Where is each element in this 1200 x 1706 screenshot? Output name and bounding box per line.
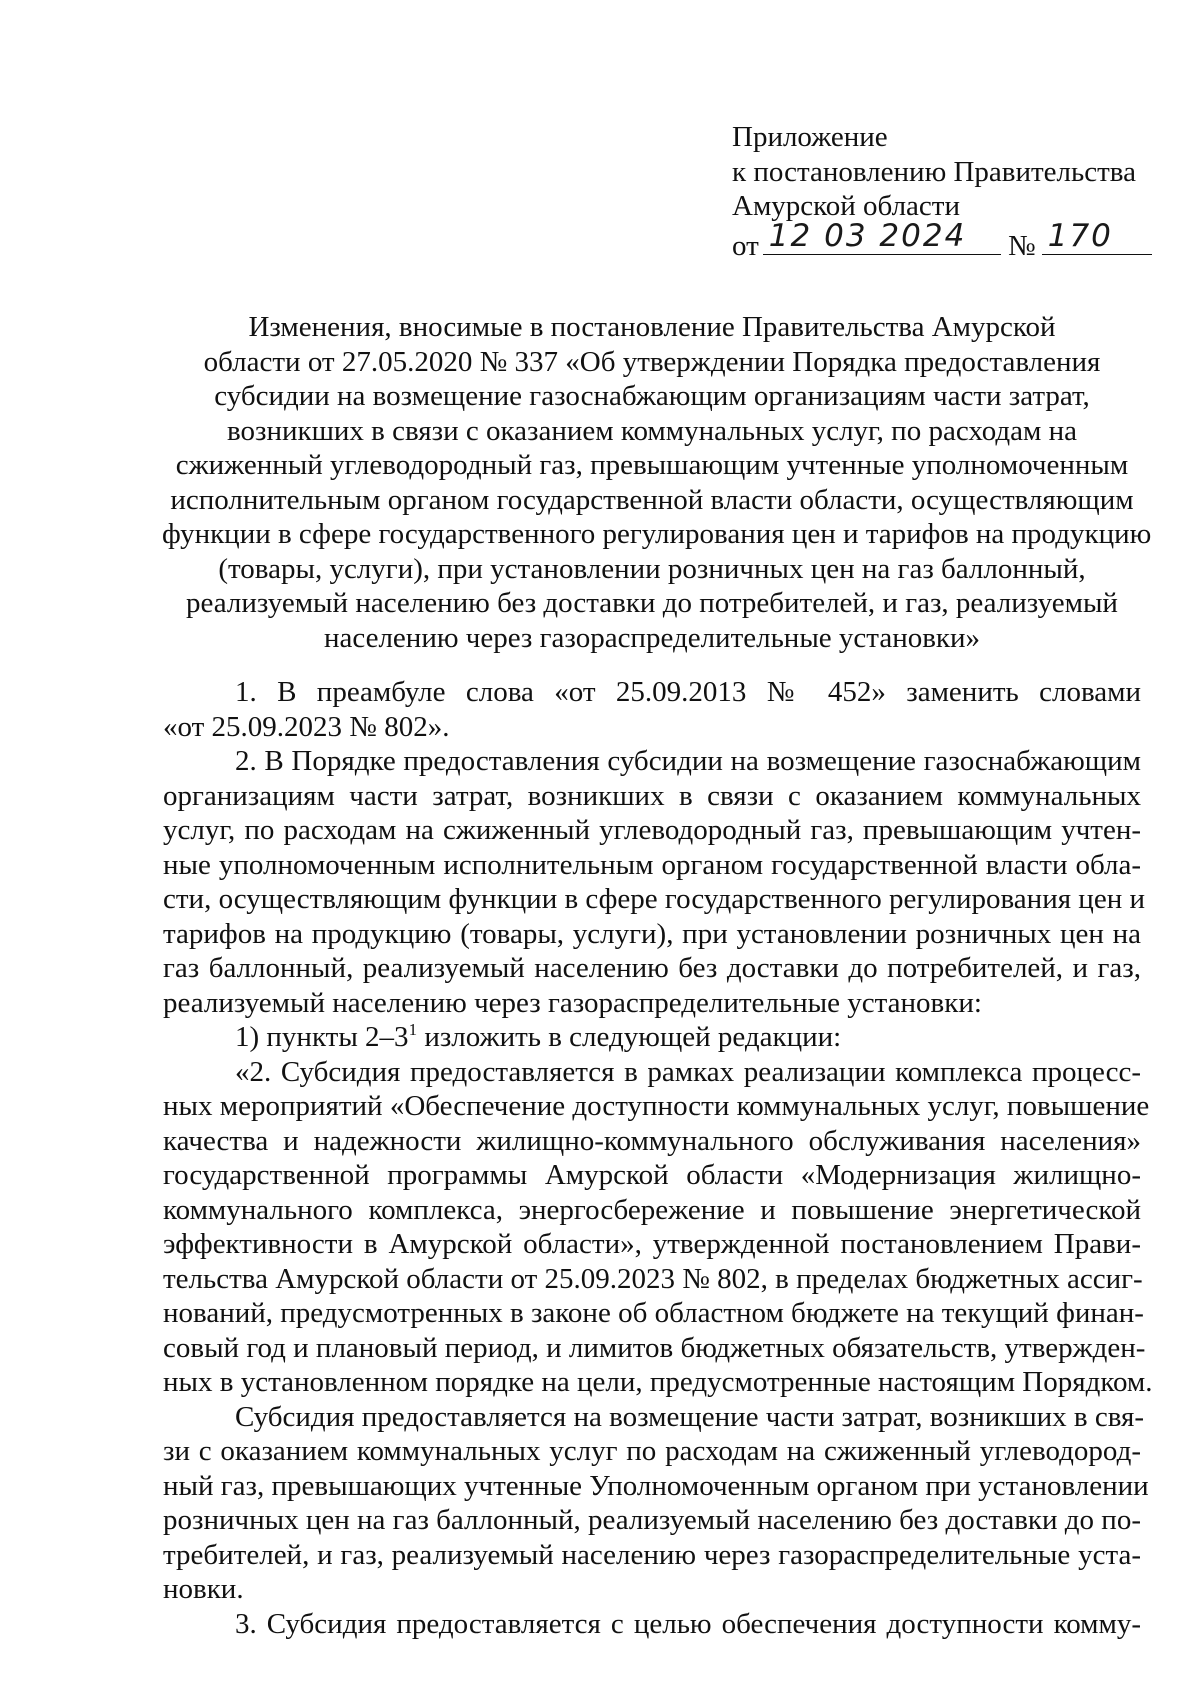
clause-3-line: 3. Субсидия предоставляется с целью обеспечения доступности комму- [235, 1607, 1141, 1640]
clause-2b-line: розничных цен на газ баллонный, реализуемый населению без доставки до по- [163, 1504, 1141, 1536]
clause-2-line: эффективности в Амурской области», утвержденной постановлением Прави- [163, 1228, 1141, 1260]
number-sign: № [1008, 229, 1036, 262]
clause-2-line: «2. Субсидия предоставляется в рамках реализации комплекса процесс- [235, 1055, 1141, 1088]
title-line: населению через газораспределительные установки» [323, 621, 981, 654]
clause-2-line: нований, предусмотренных в законе об областном бюджете на текущий финан- [163, 1297, 1144, 1329]
paragraph-2-line: услуг, по расходам на сжиженный углеводородный газ, превышающим учтен- [163, 814, 1141, 846]
appendix-resolution-ref: к постановлению Правительства [732, 155, 1136, 188]
clause-2b-line: зи с оказанием коммунальных услуг по расходам на сжиженный углеводород- [163, 1435, 1141, 1467]
superscript: 1 [408, 1020, 418, 1039]
appendix-region: Амурской области [732, 190, 960, 222]
paragraph-2-line: ные уполномоченным исполнительным органом государственной власти обла- [163, 848, 1141, 881]
paragraph-2-line: организациям части затрат, возникших в связи с оказанием коммунальных [163, 779, 1141, 812]
clause-2-line: ных мероприятий «Обеспечение доступности коммунальных услуг, повышение [163, 1090, 1150, 1122]
paragraph-2-line: сти, осуществляющим функции в сфере государственного регулирования цен и [163, 883, 1145, 915]
document-title [162, 310, 1152, 655]
title-line: исполнительным органом государственной власти области, осуществляющим [170, 483, 1134, 516]
clause-2-line: качества и надежности жилищно-коммунального обслуживания населения» [163, 1124, 1141, 1157]
document-body [163, 675, 1153, 1641]
paragraph-2-line: 2. В Порядке предоставления субсидии на возмещение газоснабжающим [235, 745, 1141, 777]
title-line: возникших в связи с оказанием коммунальных услуг, по расходам на [227, 414, 1077, 447]
handwritten-number: 170 [1047, 218, 1113, 254]
date-prefix: от [732, 229, 759, 262]
clause-2-line: коммунального комплекса, энергосбережение и повышение энергетической [163, 1193, 1141, 1226]
clause-2-line: тельства Амурской области от 25.09.2023 № 802, в пределах бюджетных ассиг- [163, 1262, 1143, 1295]
paragraph-2-line: газ баллонный, реализуемый населению без доставки до потребителей, и газ, [163, 952, 1141, 984]
title-line: субсидии на возмещение газоснабжающим организациям части затрат, [214, 380, 1090, 412]
title-line: сжиженный углеводородный газ, превышающим учтенные уполномоченным [175, 449, 1129, 481]
title-line: области от 27.05.2020 № 337 «Об утверждении Порядка предоставления [203, 345, 1101, 378]
subitem-1-text-rest: изложить в следующей редакции: [417, 1021, 842, 1053]
subitem-1-text: 1) пункты 2–3 [235, 1021, 409, 1053]
subitem-1-line [163, 1020, 1141, 1055]
title-line: функции в сфере государственного регулирования цен и тарифов на продукцию [162, 518, 1152, 550]
paragraph-1-line: 1. В преамбуле слова «от 25.09.2013 № 452» заменить словами [235, 676, 1141, 708]
clause-2-line: государственной программы Амурской области «Модернизация жилищно- [163, 1159, 1141, 1191]
paragraph-2-line: реализуемый населению через газораспределительные установки: [163, 986, 982, 1019]
clause-2b-line: Субсидия предоставляется на возмещение части затрат, возникших в свя- [235, 1400, 1145, 1433]
title-line: реализуемый населению без доставки до потребителей, и газ, реализуемый [186, 587, 1118, 619]
handwritten-date: 12 03 2024 [768, 218, 967, 254]
clause-2-line: совый год и плановый период, и лимитов бюджетных обязательств, утвержден- [163, 1331, 1146, 1364]
handwritten-number-field [1042, 218, 1152, 255]
clause-2-line: ных в установленном порядке на цели, предусмотренные настоящим Порядком. [163, 1366, 1153, 1398]
handwritten-date-field [763, 218, 1001, 255]
clause-2b-line: новки. [163, 1573, 244, 1605]
appendix-header [732, 120, 1172, 262]
title-line: (товары, услуги), при установлении розничных цен на газ баллонный, [218, 552, 1086, 585]
paragraph-1-line: «от 25.09.2023 № 802». [163, 710, 450, 743]
appendix-date-number-line [732, 218, 1172, 262]
clause-2b-line: требителей, и газ, реализуемый населению через газораспределительные уста- [163, 1538, 1141, 1571]
clause-2b-line: ный газ, превышающих учтенные Уполномоченным органом при установлении [163, 1469, 1149, 1502]
paragraph-2-line: тарифов на продукцию (товары, услуги), при установлении розничных цен на [163, 917, 1141, 950]
title-line: Изменения, вносимые в постановление Правительства Амурской [248, 311, 1056, 343]
appendix-title: Приложение [732, 121, 888, 153]
